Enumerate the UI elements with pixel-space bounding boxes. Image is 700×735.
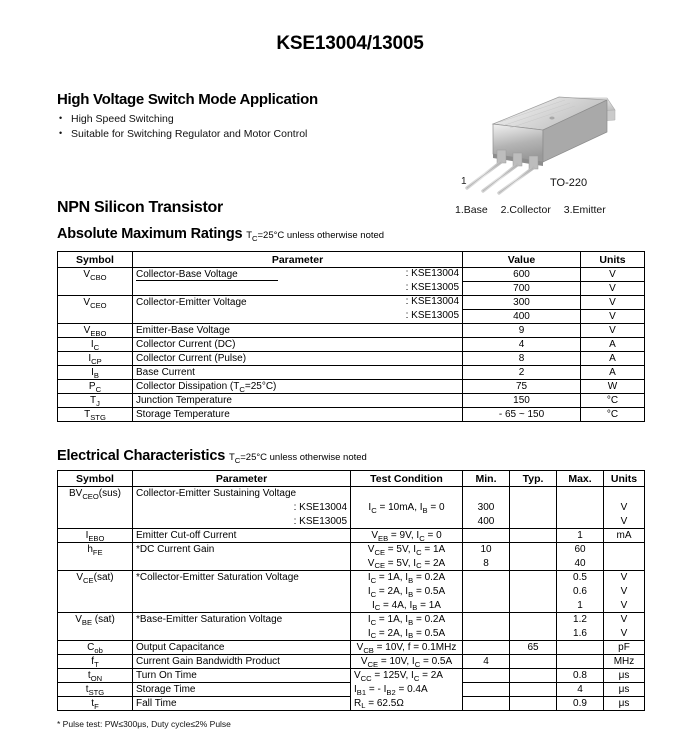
bullet-icon: • — [59, 128, 63, 138]
cell-units: mA — [604, 529, 645, 543]
cell-parameter: Emitter Cut-off Current — [133, 529, 351, 543]
cell-units: A — [581, 338, 645, 352]
cell-typ — [510, 669, 557, 683]
cell-test-condition: $I_C = 2A$, $I_B = 0.5A$ — [351, 627, 463, 641]
cell-typ — [510, 599, 557, 613]
cell-parameter: *DC Current Gain — [133, 543, 351, 557]
cell-test-condition: $V_{EB} = 9V$, $I_C = 0$ — [351, 529, 463, 543]
table-row — [58, 529, 645, 543]
table-row — [58, 282, 645, 296]
cell-units: pF — [604, 641, 645, 655]
cell-units: V — [581, 324, 645, 338]
cell-min — [463, 599, 510, 613]
col-max: Max. — [557, 471, 604, 487]
cell-parameter — [133, 268, 463, 282]
cell-test-condition: $V_{CE} = 5V$, $I_C = 2A$ — [351, 557, 463, 571]
abs-max-heading-label: Absolute Maximum Ratings — [57, 226, 243, 242]
cell-max: 1.6 — [557, 627, 604, 641]
cell-test-condition: $R_L = 62.5\Omega$ — [351, 697, 463, 711]
cell-max: 1.2 — [557, 613, 604, 627]
cell-test-condition: $V_{CB} = 10V$, f = 0.1MHz — [351, 641, 463, 655]
table-row — [58, 543, 645, 557]
electrical-characteristics-heading — [57, 448, 367, 464]
cell-symbol: $I_C$ — [58, 338, 133, 352]
col-min: Min. — [463, 471, 510, 487]
table-row — [58, 515, 645, 529]
table-row — [58, 697, 645, 711]
cell-parameter: Base Current — [133, 366, 463, 380]
cell-units: V — [581, 268, 645, 282]
col-test-condition: Test Condition — [351, 471, 463, 487]
page-title: KSE13004/13005 — [276, 33, 424, 54]
table-row — [58, 394, 645, 408]
col-parameter: Parameter — [133, 471, 351, 487]
cell-symbol: $T_{STG}$ — [58, 408, 133, 422]
cell-units: V — [604, 599, 645, 613]
cell-parameter — [133, 296, 463, 310]
cell-symbol: $V_{CE}(sat)$ — [58, 571, 133, 585]
table-header-row — [58, 471, 645, 487]
cell-units: V — [604, 571, 645, 585]
cell-value: 9 — [463, 324, 581, 338]
cell-parameter — [133, 599, 351, 613]
cell-max — [557, 487, 604, 501]
cell-symbol: $t_F$ — [58, 697, 133, 711]
cell-typ — [510, 529, 557, 543]
cell-test-condition: $I_{B1}$ = - $I_{B2} = 0.4A$ — [351, 683, 463, 697]
cell-value: 75 — [463, 380, 581, 394]
cell-test-condition — [351, 487, 463, 501]
table-row — [58, 310, 645, 324]
cell-typ — [510, 683, 557, 697]
elec-condition: $T_C=25^\circ C$ unless otherwise noted — [228, 452, 367, 465]
cell-max: 0.6 — [557, 585, 604, 599]
cell-units — [604, 487, 645, 501]
cell-typ — [510, 543, 557, 557]
cell-symbol — [58, 282, 133, 296]
table-row — [58, 599, 645, 613]
table-row — [58, 366, 645, 380]
cell-units — [604, 543, 645, 557]
cell-symbol — [58, 585, 133, 599]
cell-parameter — [133, 310, 463, 324]
cell-min — [463, 641, 510, 655]
feature-label: High Speed Switching — [71, 113, 174, 125]
cell-symbol — [58, 501, 133, 515]
cell-min — [463, 529, 510, 543]
cell-typ: 65 — [510, 641, 557, 655]
cell-min — [463, 627, 510, 641]
cell-value: 4 — [463, 338, 581, 352]
cell-value: 700 — [463, 282, 581, 296]
cell-typ — [510, 585, 557, 599]
cell-max — [557, 655, 604, 669]
cell-symbol: $h_{FE}$ — [58, 543, 133, 557]
cell-typ — [510, 697, 557, 711]
cell-test-condition: $V_{CC} = 125V$, $I_C = 2A$ — [351, 669, 463, 683]
cell-symbol — [58, 599, 133, 613]
cell-value: 8 — [463, 352, 581, 366]
table-row — [58, 571, 645, 585]
cell-min — [463, 613, 510, 627]
cell-symbol: $C_{ob}$ — [58, 641, 133, 655]
cell-max: 1 — [557, 599, 604, 613]
cell-max — [557, 641, 604, 655]
cell-units: V — [604, 501, 645, 515]
cell-symbol — [58, 627, 133, 641]
table-row — [58, 487, 645, 501]
cell-test-condition: $I_C = 1A$, $I_B = 0.2A$ — [351, 571, 463, 585]
feature-item — [57, 112, 387, 127]
cell-parameter: Junction Temperature — [133, 394, 463, 408]
features-block — [57, 91, 387, 142]
table-row — [58, 683, 645, 697]
table-row — [58, 655, 645, 669]
pin1-marker: 1 — [461, 176, 467, 187]
cell-parameter: Output Capacitance — [133, 641, 351, 655]
cell-units: MHz — [604, 655, 645, 669]
cell-typ — [510, 501, 557, 515]
cell-max — [557, 515, 604, 529]
cell-units: V — [581, 282, 645, 296]
table-row — [58, 324, 645, 338]
cell-value: 400 — [463, 310, 581, 324]
footnote: * Pulse test: PW≤300μs, Duty cycle≤2% Pulse — [57, 719, 231, 729]
cell-parameter — [133, 282, 463, 296]
cell-parameter: : KSE13004 — [133, 501, 351, 515]
package-illustration — [455, 96, 650, 196]
cell-min — [463, 571, 510, 585]
cell-parameter: Collector Dissipation $(T_C=25^\circ C)$ — [133, 380, 463, 394]
cell-parameter: : KSE13005 — [133, 515, 351, 529]
cell-parameter: Fall Time — [133, 697, 351, 711]
cell-symbol: $V_{EBO}$ — [58, 324, 133, 338]
cell-typ — [510, 613, 557, 627]
cell-symbol: $I_{EBO}$ — [58, 529, 133, 543]
cell-parameter: Collector Current (DC) — [133, 338, 463, 352]
table-row — [58, 352, 645, 366]
cell-parameter: *Collector-Emitter Saturation Voltage — [133, 571, 351, 585]
cell-units: V — [604, 585, 645, 599]
table-row — [58, 501, 645, 515]
cell-units: A — [581, 366, 645, 380]
part-type-heading: NPN Silicon Transistor — [57, 199, 223, 216]
abs-max-condition: $T_C=25^\circ C$ unless otherwise noted — [246, 230, 385, 243]
cell-parameter: Storage Time — [133, 683, 351, 697]
cell-min — [463, 669, 510, 683]
cell-symbol: $V_{CEO}$ — [58, 296, 133, 310]
table-row — [58, 380, 645, 394]
cell-units: °C — [581, 394, 645, 408]
cell-units: V — [604, 515, 645, 529]
cell-parameter: Turn On Time — [133, 669, 351, 683]
table-row — [58, 408, 645, 422]
cell-parameter: Current Gain Bandwidth Product — [133, 655, 351, 669]
table-row — [58, 669, 645, 683]
cell-units: μs — [604, 697, 645, 711]
cell-min: 4 — [463, 655, 510, 669]
cell-typ — [510, 487, 557, 501]
table-row — [58, 557, 645, 571]
cell-units: V — [604, 613, 645, 627]
cell-value: 300 — [463, 296, 581, 310]
col-units: Units — [604, 471, 645, 487]
cell-max: 60 — [557, 543, 604, 557]
pin-3-label: 3.Emitter — [563, 204, 606, 216]
cell-symbol — [58, 310, 133, 324]
cell-parameter: Emitter-Base Voltage — [133, 324, 463, 338]
cell-units: V — [581, 296, 645, 310]
col-typ: Typ. — [510, 471, 557, 487]
cell-test-condition: $I_C = 1A$, $I_B = 0.2A$ — [351, 613, 463, 627]
pin-legend — [455, 204, 616, 216]
param-label: Collector-Base Voltage — [136, 269, 278, 281]
abs-max-heading — [57, 226, 384, 242]
features-heading: High Voltage Switch Mode Application — [57, 91, 318, 108]
cell-max: 0.8 — [557, 669, 604, 683]
cell-symbol — [58, 557, 133, 571]
pin-1-label: 1.Base — [455, 204, 488, 216]
cell-parameter: Collector Current (Pulse) — [133, 352, 463, 366]
cell-units: μs — [604, 683, 645, 697]
cell-min — [463, 697, 510, 711]
table-row — [58, 641, 645, 655]
cell-symbol — [58, 515, 133, 529]
cell-parameter: *Base-Emitter Saturation Voltage — [133, 613, 351, 627]
absolute-maximum-ratings-table — [57, 251, 645, 422]
cell-parameter: Collector-Emitter Sustaining Voltage — [133, 487, 351, 501]
param-label: Collector-Emitter Voltage — [136, 297, 247, 309]
col-symbol: Symbol — [58, 252, 133, 268]
cell-test-condition — [351, 515, 463, 529]
cell-parameter: Storage Temperature — [133, 408, 463, 422]
cell-typ — [510, 571, 557, 585]
cell-max: 40 — [557, 557, 604, 571]
bullet-icon: • — [59, 113, 63, 123]
cell-symbol: $V_{BE}$ (sat) — [58, 613, 133, 627]
col-value: Value — [463, 252, 581, 268]
cell-min: 10 — [463, 543, 510, 557]
cell-test-condition: $V_{CE} = 5V$, $I_C = 1A$ — [351, 543, 463, 557]
cell-units: °C — [581, 408, 645, 422]
cell-symbol: $T_J$ — [58, 394, 133, 408]
cell-typ — [510, 627, 557, 641]
table-header-row — [58, 252, 645, 268]
table-row — [58, 338, 645, 352]
cell-units: V — [581, 310, 645, 324]
package-name-label: TO-220 — [550, 177, 588, 189]
param-variant: : KSE13005 — [405, 281, 459, 293]
cell-value: 600 — [463, 268, 581, 282]
electrical-characteristics-table — [57, 470, 645, 711]
cell-units: V — [604, 627, 645, 641]
cell-value: - 65 ~ 150 — [463, 408, 581, 422]
table-row — [58, 585, 645, 599]
cell-min — [463, 683, 510, 697]
table-row — [58, 627, 645, 641]
cell-value: 150 — [463, 394, 581, 408]
col-parameter: Parameter — [133, 252, 463, 268]
cell-parameter — [133, 627, 351, 641]
cell-min: 300 — [463, 501, 510, 515]
cell-symbol: $I_B$ — [58, 366, 133, 380]
cell-units: μs — [604, 669, 645, 683]
cell-parameter — [133, 585, 351, 599]
cell-symbol: $f_T$ — [58, 655, 133, 669]
cell-min — [463, 487, 510, 501]
param-variant: : KSE13004 — [405, 268, 459, 279]
cell-max — [557, 501, 604, 515]
cell-symbol: $V_{CBO}$ — [58, 268, 133, 282]
elec-heading-label: Electrical Characteristics — [57, 448, 226, 464]
cell-typ — [510, 557, 557, 571]
cell-max: 0.9 — [557, 697, 604, 711]
cell-value: 2 — [463, 366, 581, 380]
cell-parameter — [133, 557, 351, 571]
cell-units — [604, 557, 645, 571]
table-row — [58, 268, 645, 282]
table-row — [58, 296, 645, 310]
cell-min — [463, 585, 510, 599]
cell-symbol: $I_{CP}$ — [58, 352, 133, 366]
cell-min: 400 — [463, 515, 510, 529]
cell-symbol: $t_{STG}$ — [58, 683, 133, 697]
feature-label: Suitable for Switching Regulator and Motor Control — [71, 128, 308, 140]
cell-test-condition: $V_{CE} = 10V$, $I_C = 0.5A$ — [351, 655, 463, 669]
cell-symbol: $t_{ON}$ — [58, 669, 133, 683]
param-variant: : KSE13004 — [405, 296, 459, 307]
cell-units: A — [581, 352, 645, 366]
pin-2-label: 2.Collector — [500, 204, 551, 216]
cell-symbol: $BV_{CEO}(sus)$ — [58, 487, 133, 501]
cell-typ — [510, 655, 557, 669]
cell-test-condition: $I_C = 2A$, $I_B = 0.5A$ — [351, 585, 463, 599]
col-units: Units — [581, 252, 645, 268]
cell-test-condition: $I_C = 4A$, $I_B = 1A$ — [351, 599, 463, 613]
cell-max: 1 — [557, 529, 604, 543]
col-symbol: Symbol — [58, 471, 133, 487]
cell-max: 4 — [557, 683, 604, 697]
table-row — [58, 613, 645, 627]
feature-item — [57, 127, 387, 142]
cell-units: W — [581, 380, 645, 394]
cell-symbol: $P_C$ — [58, 380, 133, 394]
param-variant: : KSE13005 — [405, 309, 459, 321]
cell-typ — [510, 515, 557, 529]
cell-test-condition: $I_C = 10mA$, $I_B = 0$ — [351, 501, 463, 515]
cell-min: 8 — [463, 557, 510, 571]
cell-max: 0.5 — [557, 571, 604, 585]
